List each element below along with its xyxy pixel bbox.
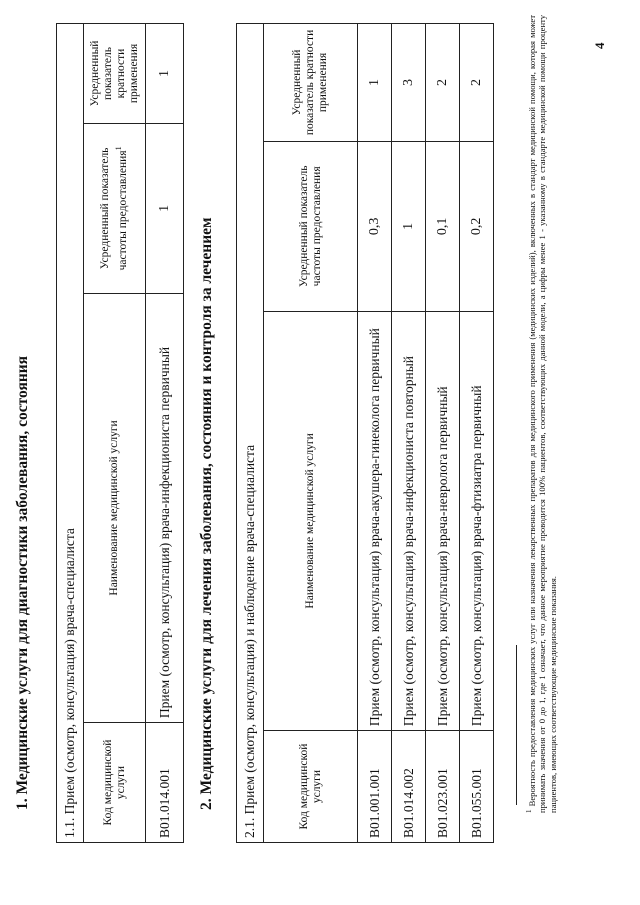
- row-code: B01.001.001: [358, 731, 392, 843]
- row-code: B01.023.001: [426, 731, 460, 843]
- table-1-subtitle: 1.1. Прием (осмотр, консультация) врача-специалиста: [57, 24, 84, 843]
- section-2-title: 2. Медицинские услуги для лечения заболевания, состояния и контроля за лечением: [198, 217, 215, 810]
- header-freq: Усредненный показатель частоты предоставления: [264, 141, 358, 311]
- row-name: Прием (осмотр, консультация) врача-фтизиатра первичный: [460, 311, 494, 730]
- footnote-mark: 1: [525, 809, 533, 813]
- row-mult: 2: [460, 24, 494, 142]
- row-freq: 1: [392, 141, 426, 311]
- row-mult: 1: [146, 24, 184, 124]
- header-code: Код медицинской услуги: [84, 723, 146, 843]
- row-freq: 0,1: [426, 141, 460, 311]
- header-mult: Усредненный показатель кратности применения: [84, 24, 146, 124]
- row-name: Прием (осмотр, консультация) врача-акушера-гинеколога первичный: [358, 311, 392, 730]
- row-freq: 0,2: [460, 141, 494, 311]
- row-name: Прием (осмотр, консультация) врача-инфекциониста повторный: [392, 311, 426, 730]
- footnote: [524, 15, 558, 813]
- row-freq: 0,3: [358, 141, 392, 311]
- row-mult: 2: [426, 24, 460, 142]
- row-name: Прием (осмотр, консультация) врача-инфекциониста первичный: [146, 293, 184, 722]
- header-name: Наименование медицинской услуги: [84, 293, 146, 722]
- header-code: Код медицинской услуги: [264, 731, 358, 843]
- row-code: B01.055.001: [460, 731, 494, 843]
- footnote-ref: 1: [114, 146, 124, 151]
- header-freq: [84, 123, 146, 293]
- row-code: B01.014.002: [392, 731, 426, 843]
- row-mult: 3: [392, 24, 426, 142]
- section-1-title: 1. Медицинские услуги для диагностики заболевания, состояния: [14, 355, 31, 810]
- header-freq-text: Усредненный показатель частоты предоставления: [99, 147, 129, 271]
- page-number: 4: [592, 42, 607, 49]
- footnote-rule: [516, 645, 517, 805]
- header-name: Наименование медицинской услуги: [264, 311, 358, 730]
- row-mult: 1: [358, 24, 392, 142]
- table-1: [56, 23, 184, 843]
- table-2-subtitle: 2.1. Прием (осмотр, консультация) и наблюдение врача-специалиста: [237, 24, 264, 843]
- table-2: [236, 23, 494, 843]
- header-mult: Усредненный показатель кратности применения: [264, 24, 358, 142]
- row-freq: 1: [146, 123, 184, 293]
- row-code: B01.014.001: [146, 723, 184, 843]
- footnote-text: Вероятность предоставления медицинских услуг или назначения лекарственных препаратов для медицинского применения (медицинских изделий), включенных в стандарт медицинской помощи, которая может принимать значения от 0 до 1, где 1 означает, что данное мероприятие проводится 100% пациентов, соответствующих данной модели, а цифры менее 1 - указанному в стандарте медицинской помощи проценту пациентов, имеющих соответствующие медицинские показания.: [526, 15, 558, 813]
- row-name: Прием (осмотр, консультация) врача-невролога первичный: [426, 311, 460, 730]
